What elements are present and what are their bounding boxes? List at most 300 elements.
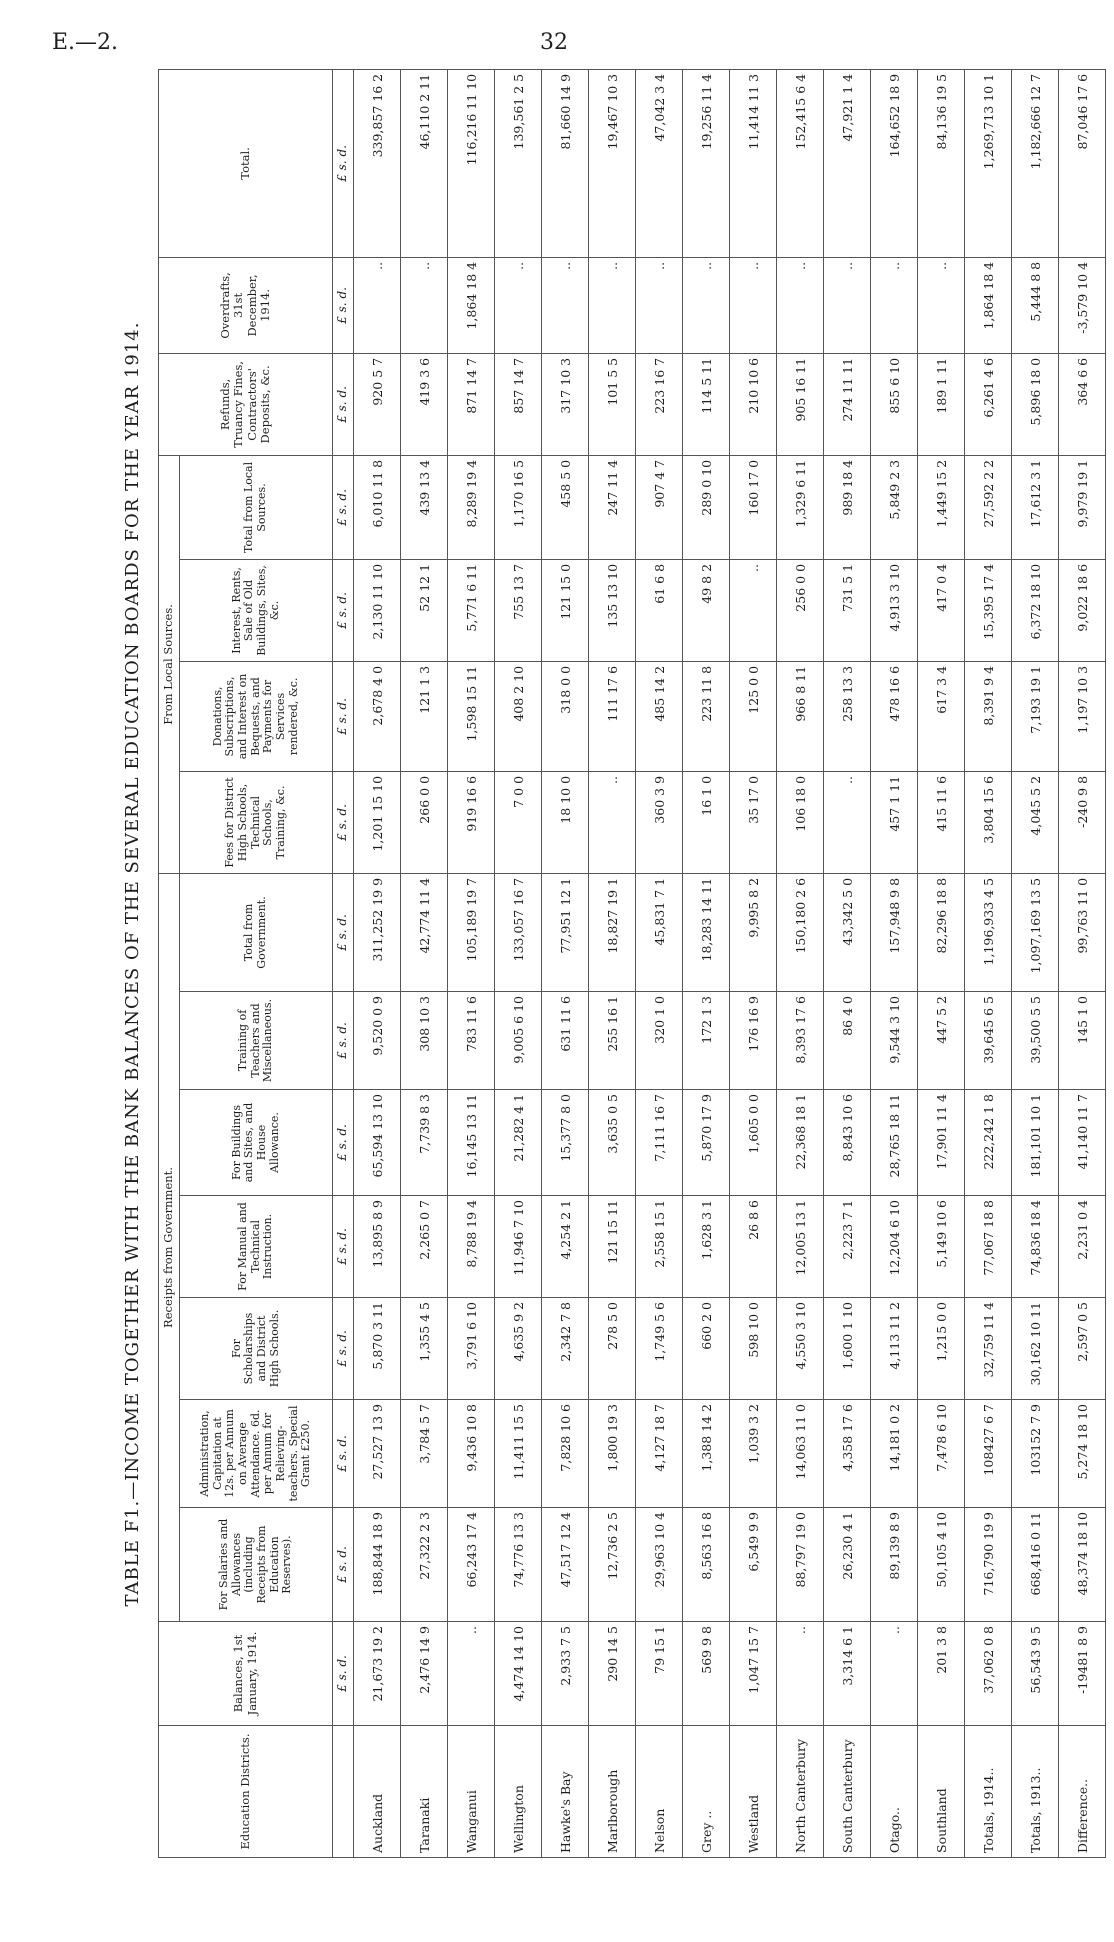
table-cell: ..: [918, 257, 965, 353]
units-label: £ s. d.: [333, 1298, 354, 1400]
table-cell: 458 5 0: [542, 455, 589, 559]
table-cell: 1,170 16 5: [495, 455, 542, 559]
table-cell: 15,395 17 4: [965, 559, 1012, 661]
units-label: £ s. d.: [333, 1622, 354, 1726]
table-cell: 21,282 4 1: [495, 1090, 542, 1196]
table-cell: 12,736 2 5: [589, 1508, 636, 1622]
col-total-local: Total from Local Sources.: [180, 455, 333, 559]
table-cell: 408 2 10: [495, 661, 542, 771]
col-scholarships: For Scholarships and District High Schools.: [180, 1298, 333, 1400]
table-cell: ..: [401, 257, 448, 353]
col-training: Training of Teachers and Miscellaneous.: [180, 992, 333, 1090]
table-cell: 8,391 9 4: [965, 661, 1012, 771]
table-cell: 114 5 11: [683, 353, 730, 455]
table-row: [965, 69, 1012, 1857]
table-cell: 4,635 9 2: [495, 1298, 542, 1400]
district-name: Wanganui: [448, 1726, 495, 1858]
table-cell: 49 8 2: [683, 559, 730, 661]
table-cell: 14,063 11 0: [777, 1400, 824, 1508]
table-cell: 339,857 16 2: [354, 69, 401, 257]
table-row: [730, 69, 777, 1857]
table-cell: 5,771 6 11: [448, 559, 495, 661]
district-name: Totals, 1914..: [965, 1726, 1012, 1858]
group-local: From Local Sources.: [159, 455, 180, 873]
col-manual: For Manual and Technical Instruction.: [180, 1196, 333, 1298]
table-cell: 82,296 18 8: [918, 873, 965, 991]
table-cell: 9,544 3 10: [871, 992, 918, 1090]
table-cell: 360 3 9: [636, 771, 683, 873]
table-cell: 247 11 4: [589, 455, 636, 559]
table-cell: 2,265 0 7: [401, 1196, 448, 1298]
table-cell: ..: [683, 257, 730, 353]
table-cell: 46,110 2 11: [401, 69, 448, 257]
table-cell: 172 1 3: [683, 992, 730, 1090]
table-cell: 7 0 0: [495, 771, 542, 873]
table-cell: 3,784 5 7: [401, 1400, 448, 1508]
table-cell: 18,827 19 1: [589, 873, 636, 991]
table-cell: 1,628 3 1: [683, 1196, 730, 1298]
table-row: [1059, 69, 1106, 1857]
table-cell: 45,831 7 1: [636, 873, 683, 991]
district-name: Nelson: [636, 1726, 683, 1858]
col-refunds: Refunds, Truancy Fines, Contractors' Deposits, &c.: [159, 353, 333, 455]
table-cell: 258 13 3: [824, 661, 871, 771]
col-total-gov: Total from Government.: [180, 873, 333, 991]
table-cell: ..: [495, 257, 542, 353]
table-cell: 317 10 3: [542, 353, 589, 455]
table-cell: 3,314 6 1: [824, 1622, 871, 1726]
table-cell: 139,561 2 5: [495, 69, 542, 257]
table-cell: 77,067 18 8: [965, 1196, 1012, 1298]
table-cell: 56,543 9 5: [1012, 1622, 1059, 1726]
table-cell: 439 13 4: [401, 455, 448, 559]
table-cell: 157,948 9 8: [871, 873, 918, 991]
units-label: £ s. d.: [333, 455, 354, 559]
table-cell: 2,342 7 8: [542, 1298, 589, 1400]
table-cell: 6,372 18 10: [1012, 559, 1059, 661]
col-salaries: For Salaries and Allowances (including Receipts from Education Reserves).: [180, 1508, 333, 1622]
table-cell: 106 18 0: [777, 771, 824, 873]
table-cell: 4,550 3 10: [777, 1298, 824, 1400]
table-cell: 3,791 6 10: [448, 1298, 495, 1400]
units-label: £ s. d.: [333, 1508, 354, 1622]
table-cell: 7,193 19 1: [1012, 661, 1059, 771]
table-cell: 905 16 11: [777, 353, 824, 455]
table-cell: 47,517 12 4: [542, 1508, 589, 1622]
table-cell: -19481 8 9: [1059, 1622, 1106, 1726]
table-cell: 35 17 0: [730, 771, 777, 873]
table-cell: 485 14 2: [636, 661, 683, 771]
table-cell: 5,870 3 11: [354, 1298, 401, 1400]
table-cell: 99,763 11 0: [1059, 873, 1106, 991]
table-cell: 39,500 5 5: [1012, 992, 1059, 1090]
table-cell: 660 2 0: [683, 1298, 730, 1400]
table-cell: ..: [871, 1622, 918, 1726]
table-row: [824, 69, 871, 1857]
table-cell: 8,788 19 4: [448, 1196, 495, 1298]
table-cell: 74,776 13 3: [495, 1508, 542, 1622]
table-cell: 26,230 4 1: [824, 1508, 871, 1622]
table-cell: 14,181 0 2: [871, 1400, 918, 1508]
table-cell: 415 11 6: [918, 771, 965, 873]
table-cell: 447 5 2: [918, 992, 965, 1090]
col-administration: Administration, Capitation at 12s. per Annum on Average Attendance. 6d. per Annum for Relieving-teachers. Special Grant £250.: [180, 1400, 333, 1508]
table-cell: 9,995 8 2: [730, 873, 777, 991]
table-cell: 2,678 4 0: [354, 661, 401, 771]
table-cell: 1,215 0 0: [918, 1298, 965, 1400]
table-row: [683, 69, 730, 1857]
table-cell: 18,283 14 11: [683, 873, 730, 991]
table-cell: 27,592 2 2: [965, 455, 1012, 559]
table-cell: 108427 6 7: [965, 1400, 1012, 1508]
table-cell: 121 1 3: [401, 661, 448, 771]
table-row: [401, 69, 448, 1857]
table-cell: 457 1 11: [871, 771, 918, 873]
table-cell: 907 4 7: [636, 455, 683, 559]
table-cell: 52 12 1: [401, 559, 448, 661]
table-cell: 2,223 7 1: [824, 1196, 871, 1298]
table-cell: 5,274 18 10: [1059, 1400, 1106, 1508]
table-cell: 8,393 17 6: [777, 992, 824, 1090]
table-cell: 17,612 3 1: [1012, 455, 1059, 559]
table-cell: ..: [636, 257, 683, 353]
table-cell: 13,895 8 9: [354, 1196, 401, 1298]
table-row: [1012, 69, 1059, 1857]
table-cell: 617 3 4: [918, 661, 965, 771]
table-cell: 8,843 10 6: [824, 1090, 871, 1196]
table-cell: 2,597 0 5: [1059, 1298, 1106, 1400]
district-name: Auckland: [354, 1726, 401, 1858]
table-row: [636, 69, 683, 1857]
table-cell: 1,047 15 7: [730, 1622, 777, 1726]
table-cell: 65,594 13 10: [354, 1090, 401, 1196]
col-donations: Donations, Subscriptions, and Interest on Bequests, and Payments for Services rendered, &c.: [180, 661, 333, 771]
table-cell: 150,180 2 6: [777, 873, 824, 991]
table-cell: 201 3 8: [918, 1622, 965, 1726]
col-fees: Fees for District High Schools, Technical Schools, Training, &c.: [180, 771, 333, 873]
table-cell: 6,549 9 9: [730, 1508, 777, 1622]
table-cell: 16 1 0: [683, 771, 730, 873]
table-cell: 1,388 14 2: [683, 1400, 730, 1508]
table-cell: 1,449 15 2: [918, 455, 965, 559]
table-cell: 8,563 16 8: [683, 1508, 730, 1622]
table-cell: 419 3 6: [401, 353, 448, 455]
table-cell: 311,252 19 9: [354, 873, 401, 991]
table-cell: ..: [871, 257, 918, 353]
table-cell: 50,105 4 10: [918, 1508, 965, 1622]
district-name: South Canterbury: [824, 1726, 871, 1858]
table-cell: 15,377 8 0: [542, 1090, 589, 1196]
income-table: [158, 69, 1106, 1858]
table-cell: 2,476 14 9: [401, 1622, 448, 1726]
group-government: Receipts from Government.: [159, 873, 180, 1621]
table-cell: 4,254 2 1: [542, 1196, 589, 1298]
table-cell: 4,113 11 2: [871, 1298, 918, 1400]
table-cell: 1,197 10 3: [1059, 661, 1106, 771]
table-cell: 188,844 18 9: [354, 1508, 401, 1622]
table-cell: 4,474 14 10: [495, 1622, 542, 1726]
district-name: Otago..: [871, 1726, 918, 1858]
table-cell: 89,139 8 9: [871, 1508, 918, 1622]
units-label: £ s. d.: [333, 1196, 354, 1298]
table-cell: 81,660 14 9: [542, 69, 589, 257]
table-row: [354, 69, 401, 1857]
table-cell: 160 17 0: [730, 455, 777, 559]
table-cell: 12,005 13 1: [777, 1196, 824, 1298]
table-cell: 289 0 10: [683, 455, 730, 559]
table-cell: 47,921 1 4: [824, 69, 871, 257]
table-cell: 1,605 0 0: [730, 1090, 777, 1196]
table-cell: 181,101 10 1: [1012, 1090, 1059, 1196]
district-name: North Canterbury: [777, 1726, 824, 1858]
table-cell: 29,963 10 4: [636, 1508, 683, 1622]
table-cell: 101 5 5: [589, 353, 636, 455]
table-cell: 135 13 10: [589, 559, 636, 661]
table-cell: 103152 7 9: [1012, 1400, 1059, 1508]
table-cell: 121 15 0: [542, 559, 589, 661]
table-cell: 6,261 4 6: [965, 353, 1012, 455]
col-district: Education Districts.: [159, 1726, 333, 1858]
table-cell: ..: [777, 257, 824, 353]
table-cell: 42,774 11 4: [401, 873, 448, 991]
table-cell: 7,739 8 3: [401, 1090, 448, 1196]
district-name: Hawke's Bay: [542, 1726, 589, 1858]
table-cell: 11,414 11 3: [730, 69, 777, 257]
table-cell: 1,355 4 5: [401, 1298, 448, 1400]
table-cell: 11,411 15 5: [495, 1400, 542, 1508]
table-cell: 569 9 8: [683, 1622, 730, 1726]
table-cell: 47,042 3 4: [636, 69, 683, 257]
units-label: £ s. d.: [333, 992, 354, 1090]
table-cell: 18 10 0: [542, 771, 589, 873]
table-cell: 2,130 11 10: [354, 559, 401, 661]
table-cell: 27,322 2 3: [401, 1508, 448, 1622]
table-cell: 22,368 18 1: [777, 1090, 824, 1196]
table-cell: 48,374 18 10: [1059, 1508, 1106, 1622]
district-name: Taranaki: [401, 1726, 448, 1858]
table-cell: 145 1 0: [1059, 992, 1106, 1090]
table-cell: 37,062 0 8: [965, 1622, 1012, 1726]
table-cell: 3,804 15 6: [965, 771, 1012, 873]
table-cell: 125 0 0: [730, 661, 777, 771]
table-cell: 164,652 18 9: [871, 69, 918, 257]
col-buildings: For Buildings and Sites, and House Allowance.: [180, 1090, 333, 1196]
table-title: TABLE F1.—INCOME TOGETHER WITH THE BANK BALANCES OF THE SEVERAL EDUCATION BOARDS FOR THE YEAR 1914.: [122, 321, 143, 1607]
table-cell: 364 6 6: [1059, 353, 1106, 455]
table-cell: 1,749 5 6: [636, 1298, 683, 1400]
table-cell: 1,800 19 3: [589, 1400, 636, 1508]
units-label: £ s. d.: [333, 873, 354, 991]
table-cell: ..: [354, 257, 401, 353]
table-cell: ..: [448, 1622, 495, 1726]
table-cell: 21,673 19 2: [354, 1622, 401, 1726]
table-cell: 755 13 7: [495, 559, 542, 661]
table-cell: 121 15 11: [589, 1196, 636, 1298]
table-cell: 1,097,169 13 5: [1012, 873, 1059, 991]
units-label: £ s. d.: [333, 1090, 354, 1196]
table-cell: 32,759 11 4: [965, 1298, 1012, 1400]
units-label: £ s. d.: [333, 257, 354, 353]
table-cell: 2,933 7 5: [542, 1622, 589, 1726]
units-label: £ s. d.: [333, 771, 354, 873]
district-name: Grey ..: [683, 1726, 730, 1858]
table-cell: 88,797 19 0: [777, 1508, 824, 1622]
table-cell: 4,127 18 7: [636, 1400, 683, 1508]
table-cell: 989 18 4: [824, 455, 871, 559]
table-cell: 6,010 11 8: [354, 455, 401, 559]
table-cell: 77,951 12 1: [542, 873, 589, 991]
table-cell: 176 16 9: [730, 992, 777, 1090]
units-label: £ s. d.: [333, 1400, 354, 1508]
units-blank: [333, 1726, 354, 1858]
table-cell: 1,196,933 4 5: [965, 873, 1012, 991]
table-cell: 266 0 0: [401, 771, 448, 873]
rotated-table-page: [120, 70, 1090, 1858]
table-cell: 417 0 4: [918, 559, 965, 661]
table-cell: 716,790 19 9: [965, 1508, 1012, 1622]
table-cell: 43,342 5 0: [824, 873, 871, 991]
table-cell: 318 0 0: [542, 661, 589, 771]
table-cell: -3,579 10 4: [1059, 257, 1106, 353]
table-cell: 19,256 11 4: [683, 69, 730, 257]
table-cell: 920 5 7: [354, 353, 401, 455]
col-interest: Interest, Rents, Sale of Old Buildings, Sites, &c.: [180, 559, 333, 661]
table-cell: 5,849 2 3: [871, 455, 918, 559]
district-name: Southland: [918, 1726, 965, 1858]
table-cell: 966 8 11: [777, 661, 824, 771]
table-cell: ..: [824, 771, 871, 873]
table-cell: 30,162 10 11: [1012, 1298, 1059, 1400]
table-cell: 133,057 16 7: [495, 873, 542, 991]
report-code: E.—2.: [52, 30, 119, 55]
table-cell: 919 16 6: [448, 771, 495, 873]
table-cell: 1,269,713 10 1: [965, 69, 1012, 257]
table-cell: 855 6 10: [871, 353, 918, 455]
table-cell: 223 11 8: [683, 661, 730, 771]
table-cell: -240 9 8: [1059, 771, 1106, 873]
table-cell: 19,467 10 3: [589, 69, 636, 257]
table-cell: 17,901 11 4: [918, 1090, 965, 1196]
table-cell: 189 1 11: [918, 353, 965, 455]
table-cell: 9,979 19 1: [1059, 455, 1106, 559]
table-cell: 4,358 17 6: [824, 1400, 871, 1508]
table-cell: ..: [730, 257, 777, 353]
table-row: [918, 69, 965, 1857]
table-cell: 256 0 0: [777, 559, 824, 661]
table-cell: 255 16 1: [589, 992, 636, 1090]
table-cell: 783 11 6: [448, 992, 495, 1090]
table-cell: 222,242 1 8: [965, 1090, 1012, 1196]
table-cell: 79 15 1: [636, 1622, 683, 1726]
district-name: Westland: [730, 1726, 777, 1858]
table-cell: 1,039 3 2: [730, 1400, 777, 1508]
table-cell: ..: [542, 257, 589, 353]
table-cell: 290 14 5: [589, 1622, 636, 1726]
table-cell: 86 4 0: [824, 992, 871, 1090]
table-cell: 1,864 18 4: [448, 257, 495, 353]
table-cell: 2,558 15 1: [636, 1196, 683, 1298]
units-label: £ s. d.: [333, 69, 354, 257]
district-name: Marlborough: [589, 1726, 636, 1858]
table-cell: 598 10 0: [730, 1298, 777, 1400]
table-cell: 1,864 18 4: [965, 257, 1012, 353]
table-cell: 1,182,666 12 7: [1012, 69, 1059, 257]
col-total: Total.: [159, 69, 333, 257]
table-cell: 9,005 6 10: [495, 992, 542, 1090]
table-row: [542, 69, 589, 1857]
table-cell: 4,045 5 2: [1012, 771, 1059, 873]
table-cell: 308 10 3: [401, 992, 448, 1090]
table-cell: 11,946 7 10: [495, 1196, 542, 1298]
table-cell: ..: [589, 257, 636, 353]
col-overdrafts: Overdrafts, 31st December, 1914.: [159, 257, 333, 353]
table-cell: 16,145 13 11: [448, 1090, 495, 1196]
table-cell: 4,913 3 10: [871, 559, 918, 661]
table-row: [589, 69, 636, 1857]
table-cell: ..: [824, 257, 871, 353]
table-cell: 478 16 6: [871, 661, 918, 771]
table-cell: 210 10 6: [730, 353, 777, 455]
table-cell: 9,520 0 9: [354, 992, 401, 1090]
units-label: £ s. d.: [333, 661, 354, 771]
table-cell: 731 5 1: [824, 559, 871, 661]
table-cell: 5,149 10 6: [918, 1196, 965, 1298]
table-cell: 61 6 8: [636, 559, 683, 661]
table-cell: 278 5 0: [589, 1298, 636, 1400]
table-cell: 274 11 11: [824, 353, 871, 455]
table-cell: 41,140 11 7: [1059, 1090, 1106, 1196]
table-cell: 1,329 6 11: [777, 455, 824, 559]
table-cell: 9,436 10 8: [448, 1400, 495, 1508]
table-cell: 857 14 7: [495, 353, 542, 455]
table-cell: 87,046 17 6: [1059, 69, 1106, 257]
table-cell: 8,289 19 4: [448, 455, 495, 559]
table-cell: 152,415 6 4: [777, 69, 824, 257]
district-name: Wellington: [495, 1726, 542, 1858]
table-cell: 26 8 6: [730, 1196, 777, 1298]
table-cell: 631 11 6: [542, 992, 589, 1090]
table-cell: 105,189 19 7: [448, 873, 495, 991]
table-cell: 9,022 18 6: [1059, 559, 1106, 661]
table-cell: 5,896 18 0: [1012, 353, 1059, 455]
units-label: £ s. d.: [333, 559, 354, 661]
table-cell: 12,204 6 10: [871, 1196, 918, 1298]
table-cell: 668,416 0 11: [1012, 1508, 1059, 1622]
table-cell: 1,201 15 10: [354, 771, 401, 873]
table-cell: 111 17 6: [589, 661, 636, 771]
table-row: [871, 69, 918, 1857]
table-row: [495, 69, 542, 1857]
table-cell: 116,216 11 10: [448, 69, 495, 257]
table-cell: 27,527 13 9: [354, 1400, 401, 1508]
table-row: [777, 69, 824, 1857]
district-name: Difference..: [1059, 1726, 1106, 1858]
col-balance: Balances, 1st January, 1914.: [159, 1622, 333, 1726]
table-cell: 223 16 7: [636, 353, 683, 455]
table-cell: 1,600 1 10: [824, 1298, 871, 1400]
table-cell: ..: [589, 771, 636, 873]
table-cell: ..: [730, 559, 777, 661]
table-row: [448, 69, 495, 1857]
table-cell: 28,765 18 11: [871, 1090, 918, 1196]
table-cell: 7,828 10 6: [542, 1400, 589, 1508]
table-cell: 74,836 18 4: [1012, 1196, 1059, 1298]
table-cell: 320 1 0: [636, 992, 683, 1090]
table-cell: 5,444 8 8: [1012, 257, 1059, 353]
table-cell: 7,478 6 10: [918, 1400, 965, 1508]
table-cell: 39,645 6 5: [965, 992, 1012, 1090]
table-cell: 66,243 17 4: [448, 1508, 495, 1622]
